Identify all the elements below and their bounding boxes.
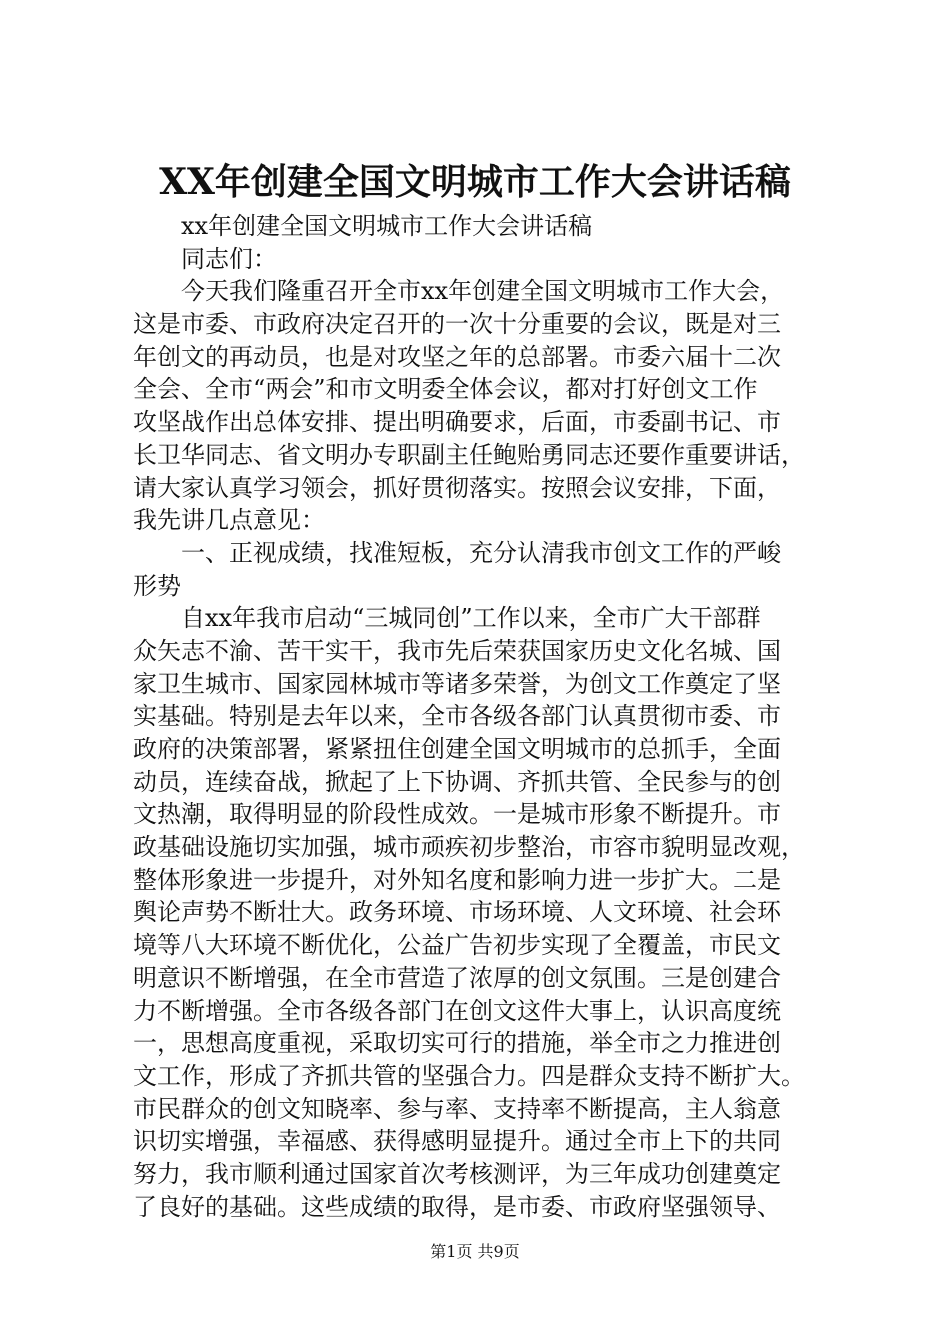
body-line: 一、正视成绩，找准短板，充分认清我市创文工作的严峻 [181, 538, 781, 567]
body-line: 市民群众的创文知晓率、参与率、支持率不断提高，主人翁意 [133, 1094, 781, 1123]
body-line: 文热潮，取得明显的阶段性成效。一是城市形象不断提升。市 [133, 800, 781, 829]
document-title: XX年创建全国文明城市工作大会讲话稿 [159, 161, 791, 203]
body-line: 自xx年我市启动“三城同创”工作以来，全市广大干部群 [181, 604, 761, 633]
body-line: 整体形象进一步提升，对外知名度和影响力进一步扩大。二是 [133, 865, 781, 894]
body-line: 一，思想高度重视，采取切实可行的措施，举全市之力推进创 [133, 1029, 781, 1058]
body-line: 文工作，形成了齐抓共管的坚强合力。四是群众支持不断扩大。 [133, 1061, 805, 1090]
body-line: 众矢志不渝、苦干实干，我市先后荣获国家历史文化名城、国 [133, 636, 781, 665]
body-line: 政基础设施切实加强，城市顽疾初步整治，市容市貌明显改观， [133, 833, 805, 862]
document-body [133, 210, 833, 1223]
body-line: 年创文的再动员，也是对攻坚之年的总部署。市委六届十二次 [133, 342, 781, 371]
body-line: 动员，连续奋战，掀起了上下协调、齐抓共管、全民参与的创 [133, 767, 781, 796]
body-line: 同志们： [181, 244, 277, 273]
body-line: 全会、全市“两会”和市文明委全体会议，都对打好创文工作 [133, 375, 758, 404]
body-line: 这是市委、市政府决定召开的一次十分重要的会议，既是对三 [133, 310, 781, 339]
body-line: 我先讲几点意见： [133, 506, 325, 535]
body-line: 识切实增强，幸福感、获得感明显提升。通过全市上下的共同 [133, 1127, 781, 1156]
body-line: 形势 [133, 571, 181, 600]
body-line: 政府的决策部署，紧紧扭住创建全国文明城市的总抓手，全面 [133, 735, 781, 763]
body-line: 境等八大环境不断优化，公益广告初步实现了全覆盖，市民文 [133, 931, 781, 960]
body-line: 明意识不断增强，在全市营造了浓厚的创文氛围。三是创建合 [133, 963, 781, 992]
body-line: 今天我们隆重召开全市xx年创建全国文明城市工作大会， [181, 277, 785, 306]
body-line: 舆论声势不断壮大。政务环境、市场环境、人文环境、社会环 [133, 898, 781, 927]
page-footer: 第1页 共9页 [430, 1242, 520, 1261]
body-line: 攻坚战作出总体安排、提出明确要求，后面，市委副书记、市 [133, 408, 781, 437]
body-line: 实基础。特别是去年以来，全市各级各部门认真贯彻市委、市 [133, 702, 781, 731]
body-line: 努力，我市顺利通过国家首次考核测评，为三年成功创建奠定 [133, 1159, 781, 1188]
body-line: 力不断增强。全市各级各部门在创文这件大事上，认识高度统 [133, 996, 781, 1025]
body-line: 长卫华同志、省文明办专职副主任鲍贻勇同志还要作重要讲话， [133, 440, 805, 469]
body-line: 请大家认真学习领会，抓好贯彻落实。按照会议安排，下面， [133, 473, 781, 502]
body-line: xx年创建全国文明城市工作大会讲话稿 [181, 212, 593, 240]
body-line: 了良好的基础。这些成绩的取得，是市委、市政府坚强领导、 [133, 1192, 781, 1221]
body-line: 家卫生城市、国家园林城市等诸多荣誉，为创文工作奠定了坚 [133, 669, 781, 698]
